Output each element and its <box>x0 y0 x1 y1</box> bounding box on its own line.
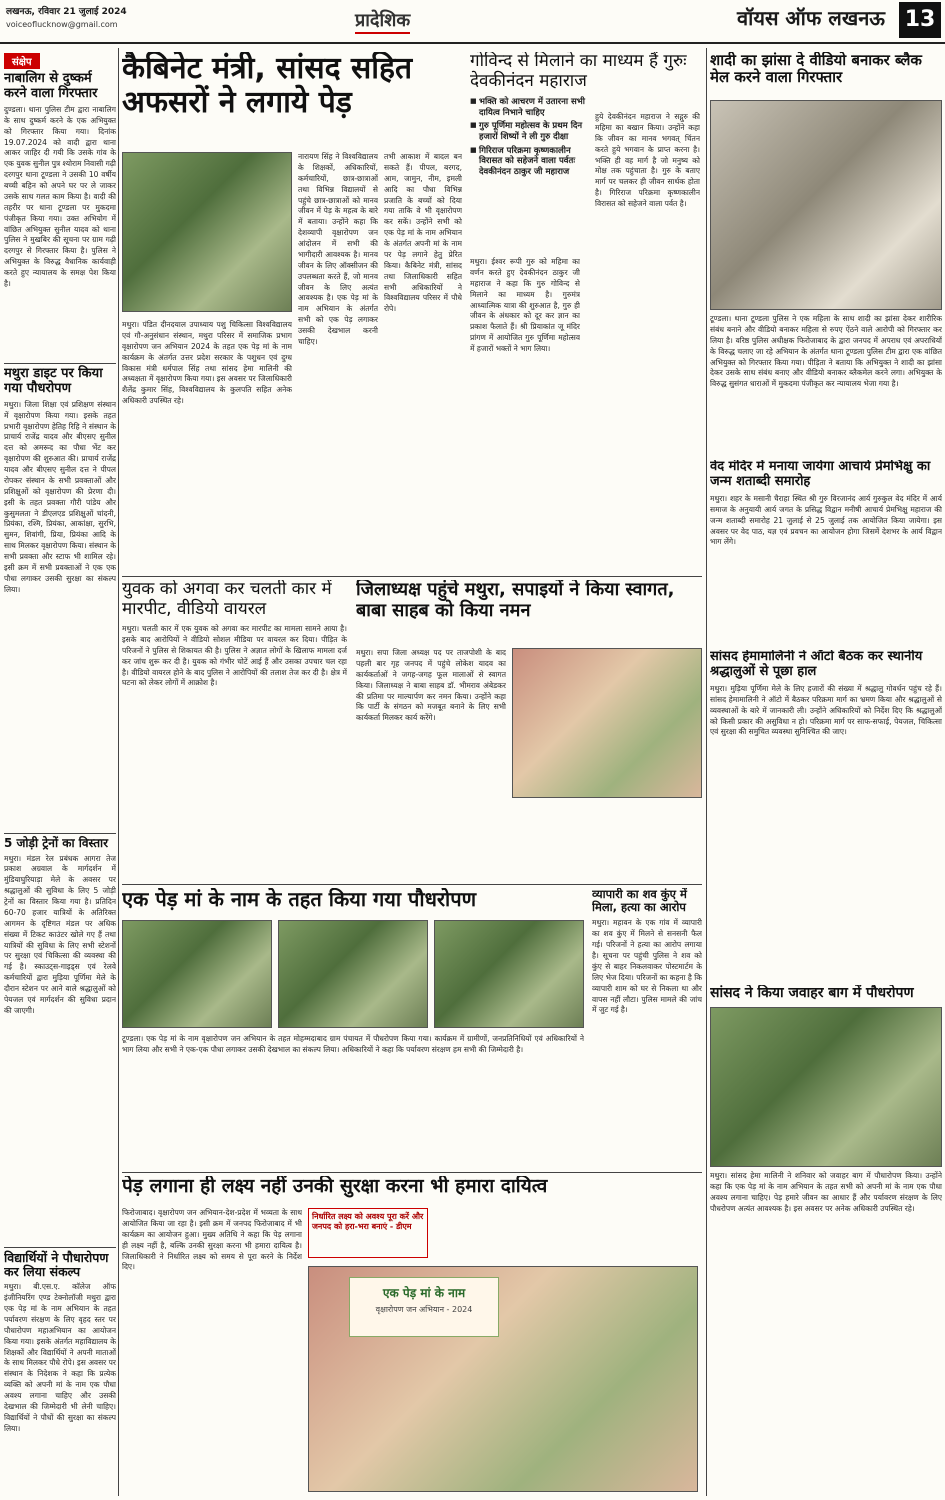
hema-headline: सांसद हेमामालिनी ने ऑटो बैठक कर स्थानीय श्रद्धालुओं से पूछा हाल <box>710 650 923 679</box>
shaadi-story <box>710 52 942 452</box>
jawahar-body: मथुरा। सांसद हेमा मालिनी ने शनिवार को जवाहर बाग में पौधारोपण किया। उन्होंने कहा कि एक पेड़ मां के नाम अभियान के तहत सभी को अपनी मां के नाम एक पौधा अवश्य लगाना चाहिए। पेड़ हमारे जीवन का आधार हैं और पर्यावरण संरक्षण के लिए पौधरोपण अत्यंत आवश्यक है। इस अवसर पर अनेक अधिकारी उपस्थित रहे। <box>710 1171 942 1213</box>
column-rule <box>706 48 707 1496</box>
govind-highlights <box>470 97 590 177</box>
ped-callout: निर्धारित लक्ष्य को अवश्य पूरा करें और जनपद को हरा-भरा बनाएं - डीएम <box>308 1208 428 1258</box>
banner-title: एक पेड़ मां के नाम <box>382 1286 466 1300</box>
brief-headline-1: नाबालिग से दुष्कर्म करने वाला गिरफ्तार <box>4 71 98 101</box>
masthead <box>0 0 945 44</box>
yuvak-headline: युवक को अगवा कर चलती कार में मारपीट, वीडियो वायरल <box>122 580 332 619</box>
highlight-item: ■ गुरु पूर्णिमा महोत्सव के प्रथम दिन हजारों शिष्यों ने ली गुरु दीक्षा <box>470 121 590 142</box>
vyapari-story <box>592 888 702 1168</box>
page-number: 13 <box>899 2 941 38</box>
jila-story <box>356 580 702 880</box>
vyapari-headline: व्यापारी का शव कुंए में मिला, हत्या का आरोप <box>592 888 687 915</box>
highlight-item: ■ भक्ति को आचरण में उतारना सभी दायित्व निभाने चाहिए <box>470 97 590 118</box>
govind-col-2: हुये देवकीनंदन महाराज ने सद्गुरु की महिमा का बखान किया। उन्होंने कहा कि जीवन का मानव भगवत् चिंतन करते हुये भगवान के प्राप्त करना है। भक्ति ही वह मार्ग है जो मनुष्य को मोक्ष तक पहुंचाता है। गुरु के बताए मार्ग पर चलकर ही जीवन सार्थक होता है। गिरिराज परिक्रमा कृष्णकालीन विरासत को सहेजने वाला पर्वत है। <box>595 112 700 208</box>
govind-story <box>470 52 700 572</box>
shaadi-headline: शादी का झांसा दे वीडियो बनाकर ब्लैक मेल करने वाला गिरफ्तार <box>710 52 922 87</box>
jawahar-photo <box>710 1007 942 1167</box>
cabinet-col-2: तभी आकाश में बादल बन सकते हैं। पीपल, बरगद, आम, जामुन, नीम, इमली आदि का पौधा विभिन्न प्रजाति के बच्चों को दिया गया ताकि वे भी वृक्षारोपण कर सकें। उन्होंने सभी को एक पेड़ मां के नाम अभियान के अंतर्गत अपनी मां के नाम पर पेड़ लगाने हेतु प्रेरित किया। कैबिनेट मंत्री, सांसद तथा जिलाधिकारी सहित सभी अधिकारियों ने विश्वविद्यालय परिसर में पौधे रोपे। <box>384 152 462 314</box>
brief-body-1: दुण्डला। थाना पुलिस टीम द्वारा नाबालिग के साथ दुष्कर्म करने के एक अभियुक्त को गिरफ्तार किया गया। दिनांक 19.07.2024 को वादी द्वारा थाना आकर जाहिर दी गयी कि उसके गांव के एक युवक सुनील पुत्र श्योराम निवासी गढ़ी दरगपुर थाना टूण्डला ने उसकी 10 वर्षीय बच्ची बहिन को अपने घर पर ले जाकर उसके साथ गलत काम किया है। वादी की तहरीर पर थाना टूण्डला पर मुकदमा पंजीकृत किया गया। उक्त अभियोग में वांछित अभियुक्त सुनील यादव को थाना पुलिस ने मुखबिर की सूचना पर ग्राम गढ़ी दरगपुर से गिरफ्तार किया है। पुलिस ने अभियुक्त के विरुद्ध वैधानिक कार्यवाही करते हुए न्यायालय के समक्ष पेश किया है। <box>4 104 116 288</box>
ped-event-photo <box>308 1266 698 1492</box>
yuvak-body: मथुरा। चलती कार में एक युवक को अगवा कर मारपीट का मामला सामने आया है। इसके बाद आरोपियों ने वीडियो सोशल मीडिया पर वायरल कर दिया। पीड़ित के परिजनों ने पुलिस से शिकायत की है। पुलिस ने अज्ञात लोगों के खिलाफ मामला दर्ज कर जांच शुरू कर दी है। युवक को गंभीर चोटें आई हैं और उसका उपचार चल रहा है। वीडियो वायरल होने के बाद पुलिस ने आरोपियों की तलाश तेज कर दी है। क्षेत्र में घटना को लेकर लोगों में आक्रोश है। <box>122 624 347 688</box>
contact-email: voiceoflucknow@gmail.com <box>6 20 118 29</box>
divider <box>122 1172 702 1173</box>
divider <box>122 884 702 885</box>
vyapari-body: मथुरा। महावन के एक गांव में व्यापारी का शव कुंए में मिलने से सनसनी फैल गई। परिजनों ने हत्या का आरोप लगाया है। सूचना पर पहुंची पुलिस ने शव को कुंए से बाहर निकलवाकर पोस्टमार्टम के लिए भेज दिया। परिजनों का कहना है कि व्यापारी शाम को घर से निकला था और वापस नहीं लौटा। पुलिस मामले की जांच में जुट गई है। <box>592 918 702 1015</box>
govind-col-1: मथुरा। ईश्वर रूपी गुरु को महिमा का वर्णन करते हुए देवकीनंदन ठाकुर जी महाराज ने कहा कि गुरु गोविन्द से मिलाने का माध्यम है। गुरुमंत्र आध्यात्मिक यात्रा की शुरुआत है, गुरु ही जीवन के अंधकार को दूर कर ज्ञान का प्रकाश फैलाते हैं। श्री प्रियाकांत जू मंदिर प्रांगण में आयोजित गुरु पूर्णिमा महोत्सव में हजारों भक्तों ने भाग लिया। <box>470 257 580 353</box>
section-title: प्रादेशिक <box>355 8 410 34</box>
ekped-body: टूण्डला। एक पेड़ मां के नाम वृक्षारोपण जन अभियान के तहत मोहम्मदाबाद ग्राम पंचायत में पौधरोपण किया गया। कार्यक्रम में ग्रामीणों, जनप्रतिनिधियों एवं अधिकारियों ने भाग लिया और सभी ने एक-एक पौधा लगाकर उसकी देखभाल का संकल्प लिया। अधिकारियों ने कहा कि पर्यावरण संरक्षण हम सभी की जिम्मेदारी है। <box>122 1034 584 1054</box>
jila-welcome-photo <box>512 648 702 798</box>
newspaper-brand: वॉयस ऑफ लखनऊ <box>737 6 885 30</box>
ekped-headline: एक पेड़ मां के नाम के तहत किया गया पौधरोपण <box>122 888 477 911</box>
ved-headline: वेद मंदिर में मनाया जायेगा आचार्य प्रेमभिक्षु का जन्म शताब्दी समारोह <box>710 460 931 489</box>
briefs-column <box>4 50 116 1495</box>
highlight-item: ■ गिरिराज परिक्रमा कृष्णकालीन विरासत को सहेजने वाला पर्वतः देवकीनंदन ठाकुर जी महाराज <box>470 146 590 178</box>
cabinet-headline: कैबिनेट मंत्री, सांसद सहित अफसरों ने लगाये पेड़ <box>122 52 413 120</box>
cabinet-story <box>122 52 462 572</box>
arrest-photo <box>710 100 942 310</box>
cabinet-col-1: नारायण सिंह ने विश्वविद्यालय के शिक्षकों, अधिकारियों, कर्मचारियों, छात्र-छात्राओं तथा विभिन्न विद्यालयों से पहुंचे छात्र-छात्राओं को मानव जीवन में पेड़ के महत्व के बारे में बताया। उन्होंने कहा कि देशव्यापी वृक्षारोपण जन आंदोलन में सभी की भागीदारी आवश्यक है। मानव जीवन के लिए ऑक्सीजन की उपलब्धता करते हैं, जो मानव जीवन के लिए अत्यंत आवश्यक है। एक पेड़ मां के नाम अभियान के अंतर्गत सभी को एक पेड़ लगाकर उसकी देखभाल करनी चाहिए। <box>298 152 378 346</box>
yuvak-story <box>122 580 347 880</box>
brief-headline-2: मथुरा डाइट पर किया गया पौधरोपण <box>4 365 103 396</box>
divider <box>4 1247 116 1248</box>
brief-body-3: मथुरा। मंडल रेल प्रबंधक आगरा तेज प्रकाश अग्रवाल के मार्गदर्शन में मुंडियाघुरियाड़ा मेले के अवसर पर श्रद्धालुओं की सुविधा के लिए 5 जोड़ी ट्रेनों का विस्तार किया गया है। प्रतिदिन 60-70 हजार यात्रियों के अतिरिक्त आगमन के दृष्टिगत मंडल पर अधिक संख्या में टिकट काउंटर खोले गए हैं तथा यात्रियों की सुविधा के लिए सभी स्टेशनों पर सुरक्षा एवं चिकित्सा की व्यवस्था की गई है। स्काउट्स-गाइड्स एवं रेलवे कर्मचारियों द्वारा मुड़िया पूर्णिमा मेले के दौरान स्टेशन पर आने वाले श्रद्धालुओं को पेयजल एवं मार्गदर्शन की सुविधा प्रदान की जाएगी। <box>4 853 116 1015</box>
divider <box>4 363 116 364</box>
ekped-photo-1 <box>122 920 272 1028</box>
shaadi-body: टूण्डला। थाना टूण्डला पुलिस ने एक महिला के साथ शादी का झांसा देकर शारीरिक संबंध बनाने और वीडियो बनाकर महिला से रुपए ऐंठने वाले आरोपी को गिरफ्तार कर लिया है। वरिष्ठ पुलिस अधीक्षक फिरोजाबाद के द्वारा जनपद में अपराध एवं अपराधियों के विरुद्ध चलाए जा रहे अभियान के अंतर्गत थाना टूण्डला पुलिस टीम द्वारा एक वांछित अभियुक्त को गिरफ्तार किया गया। पीड़िता ने बताया कि अभियुक्त ने शादी का झांसा देकर उसके साथ संबंध बनाए और वीडियो बनाकर ब्लैकमेल करने लगा। अभियुक्त के विरुद्ध सुसंगत धाराओं में मुकदमा पंजीकृत कर न्यायालय भेजा गया है। <box>710 314 942 389</box>
jawahar-headline: सांसद ने किया जवाहर बाग में पौधरोपण <box>710 985 914 1001</box>
brief-body-4: मथुरा। बी.एस.ए. कॉलेज ऑफ इंजीनियरिंग एण्ड टेक्नोलॉजी मथुरा द्वारा एक पेड़ मां के नाम अभियान के तहत पर्यावरण संरक्षण के लिए वृहद स्तर पर पौधारोपण महाअभियान का आयोजन किया गया। इसके अंतर्गत महाविद्यालय के शिक्षकों और विद्यार्थियों ने अपनी माताओं के साथ मिलकर पौधे रोपे। इस अवसर पर संस्थान के निदेशक ने कहा कि प्रत्येक व्यक्ति को अपनी मां के नाम एक पौधा अवश्य लगाना चाहिए और उसकी देखभाल की जिम्मेदारी भी लेनी चाहिए। विद्यार्थियों ने पौधों की सुरक्षा का संकल्प लिया। <box>4 1282 116 1433</box>
brief-headline-3: 5 जोड़ी ट्रेनों का विस्तार <box>4 835 109 850</box>
tree-planting-photo <box>122 152 292 312</box>
ved-body: मथुरा। शहर के मसानी चैराहा स्थित श्री गुरु विरजानंद आर्य गुरुकुल वेद मंदिर में आर्य समाज के अनुयायी आर्य जगत के प्रसिद्ध विद्वान मनीषी आचार्य प्रेमभिक्षु महाराज की जन्म शताब्दी समारोह 21 जुलाई से 25 जुलाई तक आयोजित किया जायेगा। इस अवसर पर वेद पाठ, यज्ञ एवं प्रवचन का आयोजन होगा जिसमें देशभर के आर्य विद्वान भाग लेंगे। <box>710 493 942 547</box>
divider <box>4 833 116 834</box>
hema-body: मथुरा। मुड़िया पूर्णिमा मेले के लिए हजारों की संख्या में श्रद्धालु गोवर्धन पहुंच रहे हैं। सांसद हेमामालिनी ने ऑटो में बैठकर परिक्रमा मार्ग का भ्रमण किया और श्रद्धालुओं से व्यवस्थाओं के बारे में जानकारी ली। उन्होंने अधिकारियों को निर्देश दिए कि श्रद्धालुओं को किसी प्रकार की असुविधा न हो। परिक्रमा मार्ग पर साफ-सफाई, पेयजल, चिकित्सा एवं सुरक्षा की समुचित व्यवस्था सुनिश्चित की जाए। <box>710 683 942 737</box>
govind-headline: गोविन्द से मिलाने का माध्यम हैं गुरुः देवकीनंदन महाराज <box>470 52 687 91</box>
issue-date: लखनऊ, रविवार 21 जुलाई 2024 <box>6 7 127 17</box>
column-rule <box>118 48 119 1496</box>
jila-body: मथुरा। सपा जिला अध्यक्ष पद पर ताजपोशी के बाद पहली बार गृह जनपद में पहुंचे लोकेश यादव का कार्यकर्ताओं ने जगह-जगह फूल मालाओं से स्वागत किया। जिलाध्यक्ष ने बाबा साहब डॉ. भीमराव अंबेडकर की प्रतिमा पर माल्यार्पण कर नमन किया। उन्होंने कहा कि पार्टी के संगठन को मजबूत बनाने के लिए सभी कार्यकर्ता मिलकर कार्य करेंगे। <box>356 648 506 723</box>
ekped-story <box>122 888 587 1168</box>
ekped-photo-3 <box>434 920 584 1028</box>
divider <box>122 576 702 577</box>
ped-headline: पेड़ लगाना ही लक्ष्य नहीं उनकी सुरक्षा करना भी हमारा दायित्व <box>122 1176 548 1197</box>
jila-headline: जिलाध्यक्ष पहुंचे मथुरा, सपाइयों ने किया स्वागत, बाबा साहब को किया नमन <box>356 580 675 621</box>
ped-story <box>122 1176 702 1494</box>
ved-story <box>710 460 942 645</box>
hema-story <box>710 650 942 980</box>
ekped-photo-2 <box>278 920 428 1028</box>
campaign-banner <box>349 1277 499 1337</box>
brief-headline-4: विद्यार्थियों ने पौधारोपण कर लिया संकल्प <box>4 1249 109 1279</box>
jawahar-story <box>710 985 942 1275</box>
briefs-ribbon: संक्षेप <box>4 53 40 69</box>
cabinet-bottom: मथुरा। पंडित दीनदयाल उपाध्याय पशु चिकित्सा विश्वविद्यालय एवं गौ-अनुसंधान संस्थान, मथुरा परिसर में समाजिक प्रभाग वृक्षारोपण जन अभियान 2024 के तहत एक पेड़ मां के नाम कार्यक्रम के अंतर्गत उत्तर प्रदेश सरकार के पशुधन एवं दुग्ध विकास मंत्री धर्मपाल सिंह तथा सांसद हेमा मालिनी की अध्यक्षता में वृक्षारोपण किया गया। इस अवसर पर जिलाधिकारी शैलेंद्र कुमार सिंह, विश्वविद्यालय के कुलपति सहित अनेक अधिकारी उपस्थित रहे। <box>122 320 292 406</box>
banner-subtitle: वृक्षारोपण जन अभियान - 2024 <box>375 1305 473 1314</box>
brief-body-2: मथुरा। जिला शिक्षा एवं प्रशिक्षण संस्थान में वृक्षारोपण किया गया। इसके तहत प्रभारी वृक्षारोपण हेतिह रिहि ने संस्थान के प्राचार्य राजेंद्र यादव और बीएसए सुनील दत्त को अमरूद का पौधा भेंट कर वृक्षारोपण की शुरुआत की। प्राचार्य राजेंद्र यादव और बीएसए सुनील दत्त ने पीपल रोपकर संस्थान के सभी प्रवक्ताओं और प्रशिक्षुओं को वृक्षारोपण की प्रेरणा दी। इसी के तहत प्रवक्ता गौरी पांडेय और कुसुमलता ने डीएलएड प्रशिक्षुओं चांदनी, प्रियंका, रश्मि, प्रियंका, आकांक्षा, सुरभि, सुमन, शिवांगी, प्रिया, प्रियंका आदि के साथ मिलकर वृक्षारोपण किया। संस्थान के सभी प्रवक्ता और स्टाफ भी शामिल रहे। इसी क्रम में सभी प्रवक्ताओं ने एक एक पौधा लगाकर उसकी सुरक्षा का संकल्प लिया। <box>4 399 116 594</box>
ped-body: फिरोजाबाद। वृक्षारोपण जन अभियान-देश-प्रदेश में भव्यता के साथ आयोजित किया जा रहा है। इसी क्रम में जनपद फिरोजाबाद में भी कार्यक्रम का आयोजन हुआ। मुख्य अतिथि ने कहा कि पेड़ लगाना ही लक्ष्य नहीं है, बल्कि उनकी सुरक्षा करना भी हमारा दायित्व है। जिलाधिकारी ने निर्धारित लक्ष्य को समय से पूरा करने के निर्देश दिए। <box>122 1208 302 1272</box>
